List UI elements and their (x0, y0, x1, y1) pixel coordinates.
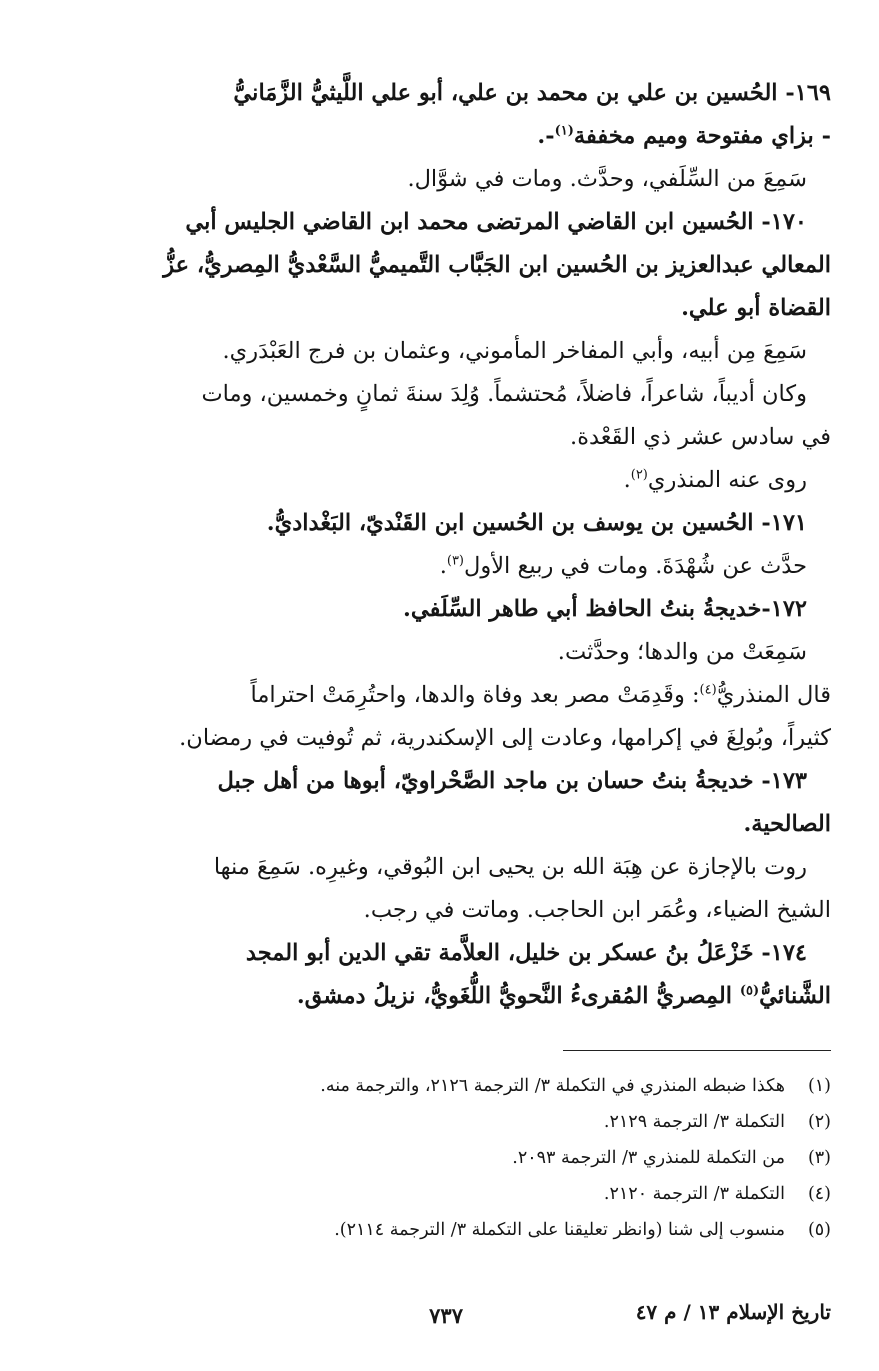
line-text: المعالي عبدالعزيز بن الحُسين ابن الجَبَّاب التَّميميُّ السَّعْديُّ المِصريُّ، عزُّ (163, 252, 831, 278)
line-text: القضاة أبو علي. (681, 295, 831, 321)
line-text: سَمِعَ من السِّلَفي، وحدَّث. ومات في شوَّال. (407, 166, 807, 192)
footnote-separator (563, 1050, 831, 1051)
line-text: ١٦٩- الحُسين بن علي بن محمد بن علي، أبو علي اللَّيثيُّ الزَّمَانيُّ (233, 80, 831, 106)
footnote-number: (١) (807, 1076, 831, 1096)
footnotes-list (48, 1068, 831, 1248)
entry-text-line (48, 889, 831, 932)
line-text: الشَّنائيُّ (759, 983, 831, 1009)
footnote-text: هكذا ضبطه المنذري في التكملة ٣/ الترجمة ٢١٢٦، والترجمة منه. (320, 1076, 785, 1096)
entry-heading-line (48, 115, 831, 158)
line-text: الصالحية. (743, 811, 831, 837)
biography-entry (48, 72, 831, 201)
footnote-marker: (٤) (699, 682, 717, 698)
entry-heading-line (48, 502, 831, 545)
footnote-text: منسوب إلى شنا (وانظر تعليقنا على التكملة ٣/ الترجمة ٢١١٤). (334, 1220, 785, 1240)
line-text: حدَّث عن شُهْدَةَ. ومات في ربيع الأول (464, 553, 807, 579)
line-text: وكان أديباً، شاعراً، فاضلاً، مُحتشماً. وُلِدَ سنةَ ثمانٍ وخمسين، ومات (201, 381, 807, 407)
entry-text-line (48, 158, 831, 201)
footnote-text: من التكملة للمنذري ٣/ الترجمة ٢٠٩٣. (512, 1148, 785, 1168)
line-text: قال المنذريُّ (716, 682, 831, 708)
footnote (48, 1212, 831, 1248)
entry-text-line (48, 631, 831, 674)
line-text: سَمِعَ مِن أبيه، وأبي المفاخر المأموني، وعثمان بن فرج العَبْدَري. (222, 338, 807, 364)
entry-text-line (48, 717, 831, 760)
line-text: ١٧٢-خديجةُ بنتُ الحافظ أبي طاهر السِّلَفي. (403, 596, 807, 622)
footnote-number: (٣) (807, 1148, 831, 1168)
line-text: ١٧١- الحُسين بن يوسف بن الحُسين ابن القَنْديّ، البَغْداديُّ. (266, 510, 807, 536)
biography-entry (48, 588, 831, 760)
footnote (48, 1068, 831, 1104)
body-text (48, 72, 831, 1018)
running-footer-title: تاريخ الإسلام ١٣ / م ٤٧ (635, 1300, 831, 1324)
line-text-continued: -. (537, 123, 555, 149)
footnote-number: (٥) (807, 1220, 831, 1240)
page-number: ٧٣٧ (429, 1303, 463, 1328)
entry-heading-line (48, 760, 831, 803)
entry-heading-line (48, 975, 831, 1018)
entry-text-line (48, 416, 831, 459)
biography-entry (48, 502, 831, 588)
entry-text-line (48, 459, 831, 502)
footnote (48, 1176, 831, 1212)
biography-entry (48, 760, 831, 932)
entry-text-line (48, 373, 831, 416)
line-text-continued: . (439, 553, 447, 579)
entry-text-line (48, 330, 831, 373)
footnote-text: التكملة ٣/ الترجمة ٢١٢٠. (603, 1184, 785, 1204)
entry-text-line (48, 545, 831, 588)
footnote-number: (٤) (807, 1184, 831, 1204)
footnote (48, 1104, 831, 1140)
entry-text-line (48, 846, 831, 889)
entry-heading-line (48, 201, 831, 244)
line-text: الشيخ الضياء، وعُمَر ابن الحاجب. وماتت في رجب. (363, 897, 831, 923)
line-text-continued: المِصريُّ المُقرىءُ النَّحويُّ اللُّغَويُّ، نزيلُ دمشق. (296, 983, 740, 1009)
line-text: في سادس عشر ذي القَعْدة. (570, 424, 831, 450)
line-text: - بزاي مفتوحة وميم مخففة (573, 123, 831, 149)
entry-heading-line (48, 932, 831, 975)
footnote-marker: (٥) (739, 983, 760, 999)
line-text: روت بالإجازة عن هِبَة الله بن يحيى ابن البُوقي، وغيرِه. سَمِعَ منها (213, 854, 807, 880)
page-footer (48, 1292, 831, 1332)
line-text: روى عنه المنذري (647, 467, 807, 493)
entry-heading-line (48, 803, 831, 846)
footnote-text: التكملة ٣/ الترجمة ٢١٢٩. (603, 1112, 785, 1132)
entry-heading-line (48, 72, 831, 115)
line-text: كثيراً، وبُولِغَ في إكرامها، وعادت إلى الإسكندرية، ثم تُوفيت في رمضان. (179, 725, 831, 751)
biography-entry (48, 932, 831, 1018)
entry-heading-line (48, 287, 831, 330)
footnote (48, 1140, 831, 1176)
entry-text-line (48, 674, 831, 717)
line-text: سَمِعَتْ من والدها؛ وحدَّثت. (557, 639, 807, 665)
footnote-marker: (٢) (630, 467, 648, 483)
line-text: ١٧٣- خديجةُ بنتُ حسان بن ماجد الصَّحْراويّ، أبوها من أهل جبل (217, 768, 807, 794)
footnote-number: (٢) (807, 1112, 831, 1132)
line-text-continued: . (623, 467, 631, 493)
line-text-continued: : وقَدِمَتْ مصر بعد وفاة والدها، واحتُرِمَتْ احتراماً (250, 682, 700, 708)
footnote-marker: (٣) (446, 553, 464, 569)
line-text: ١٧٤- خَزْعَلُ بنُ عسكر بن خليل، العلاَّمة تقي الدين أبو المجد (245, 940, 807, 966)
entry-heading-line (48, 244, 831, 287)
biography-entry (48, 201, 831, 502)
footnote-marker: (١) (554, 123, 574, 139)
entry-heading-line (48, 588, 831, 631)
line-text: ١٧٠- الحُسين ابن القاضي المرتضى محمد ابن القاضي الجليس أبي (185, 209, 807, 235)
